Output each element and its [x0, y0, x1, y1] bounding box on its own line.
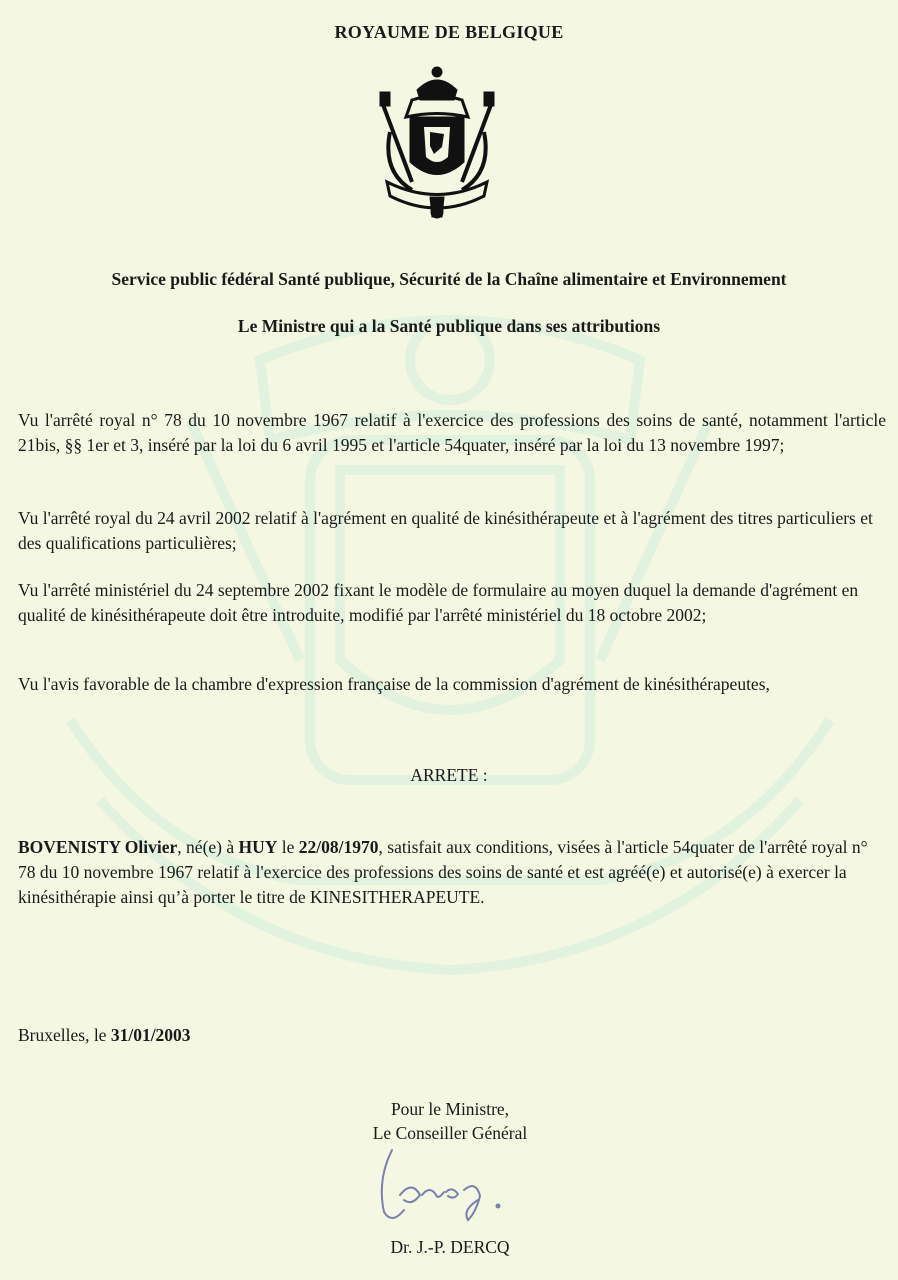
arrete-label: ARRETE :	[410, 765, 488, 785]
consideration-2: Vu l'arrêté royal du 24 avril 2002 relatif à l'agrément en qualité de kinésithérapeute et à l'agrément des titres particuliers et des qualifications particulières;	[18, 508, 873, 553]
minister-heading: Le Ministre qui a la Santé publique dans ses attributions	[237, 316, 661, 336]
born-prefix: , né(e) à	[177, 837, 239, 857]
consideration-4: Vu l'avis favorable de la chambre d'expression française de la commission d'agrément de kinésithérapeutes,	[18, 674, 770, 694]
kingdom-heading: ROYAUME DE BELGIQUE	[334, 22, 564, 42]
date-prefix: le	[277, 837, 299, 857]
signer-name: Dr. J.-P. DERCQ	[390, 1237, 510, 1257]
consideration-3: Vu l'arrêté ministériel du 24 septembre 2002 fixant le modèle de formulaire au moyen duquel la demande d'agrément en qualité de kinésithérapeute doit être introduite, modifié par l'arrêté ministériel du 18 octobre 2002;	[18, 580, 859, 625]
signature-line-2: Le Conseiller Général	[372, 1123, 528, 1143]
signature-line-1: Pour le Ministre,	[390, 1099, 510, 1119]
issue-date: 31/01/2003	[110, 1025, 191, 1045]
place-prefix: Bruxelles, le	[18, 1025, 111, 1045]
handwritten-signature	[372, 1140, 522, 1230]
decision-paragraph	[18, 835, 878, 910]
birthplace: HUY	[238, 837, 278, 857]
place-and-date	[18, 1025, 191, 1046]
holder-name: BOVENISTY Olivier	[18, 837, 178, 857]
ministry-service: Service public fédéral Santé publique, Sécurité de la Chaîne alimentaire et Environnement	[111, 269, 787, 289]
decision-text: , satisfait aux conditions, visées à l'article 54quater de l'arrêté royal n° 78 du 10 novembre 1967 relatif à l'exercice des professions des soins de santé et est agréé(e) et autorisé(e) à exercer la kinésithérapie ainsi qu’à porter le titre de KINESITHERAPEUTE.	[18, 837, 868, 907]
birthdate: 22/08/1970	[298, 837, 379, 857]
consideration-1: Vu l'arrêté royal n° 78 du 10 novembre 1967 relatif à l'exercice des professions des soins de santé, notamment l'article 21bis, §§ 1er et 3, inséré par la loi du 6 avril 1995 et l'article 54quater, inséré par la loi du 13 novembre 1997;	[18, 410, 886, 455]
signature-block	[300, 1097, 600, 1145]
belgian-coat-of-arms	[372, 62, 502, 222]
